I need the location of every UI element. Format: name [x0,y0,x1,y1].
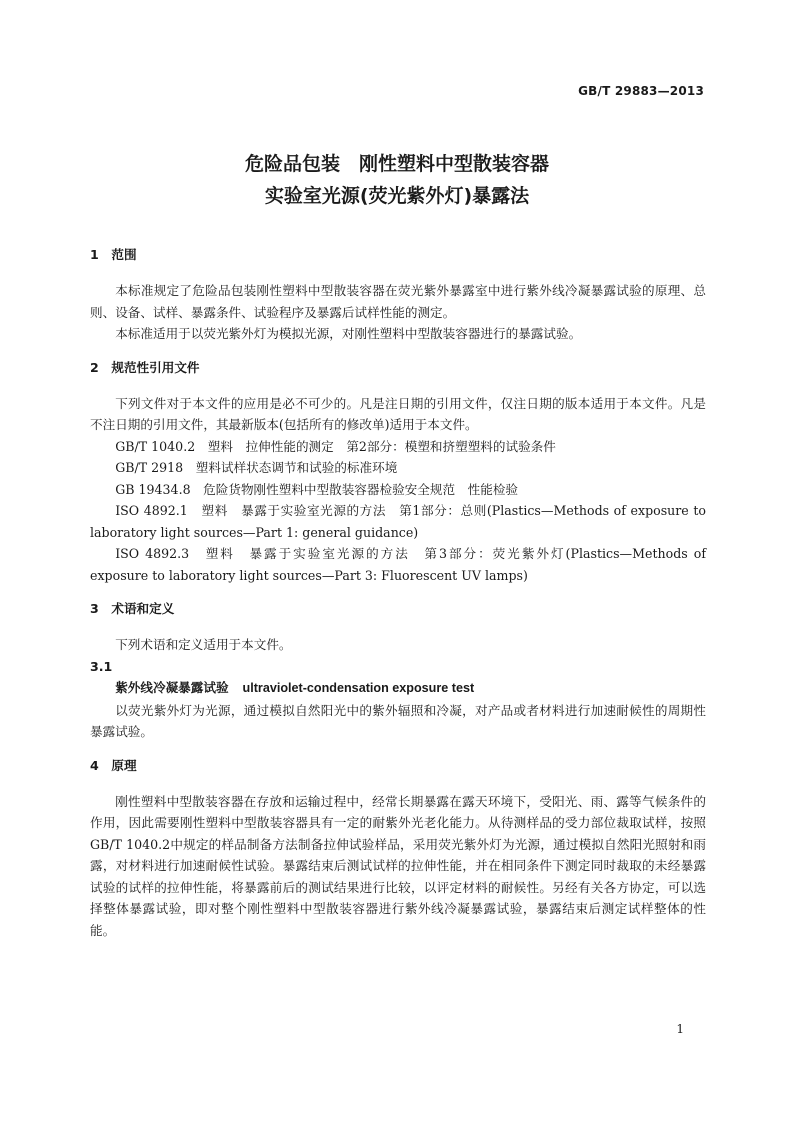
reference-item: GB 19434.8 危险货物刚性塑料中型散装容器检验安全规范 性能检验 [115,481,519,497]
section-3-intro: 下列术语和定义适用于本文件。 [115,637,292,652]
reference-item: GB/T 1040.2 塑料 拉伸性能的测定 第2部分：模塑和挤塑塑料的试验条件 [115,438,556,454]
term-english: ultraviolet-condensation exposure test [242,681,475,695]
title-line-2: 实验室光源(荧光紫外灯)暴露法 [264,185,530,207]
section-1-paragraph-1: 本标准规定了危险品包装刚性塑料中型散装容器在荧光紫外暴露室中进行紫外线冷凝暴露试验的原理、总则、设备、试样、暴露条件、试验程序及暴露后试样性能的测定。 [90,283,706,320]
document-body [90,244,706,941]
section-4-heading: 4 原理 [90,757,137,773]
section-2-heading: 2 规范性引用文件 [90,359,200,375]
document-title [0,148,794,212]
term-entry [90,677,706,700]
page-number: 1 [676,1022,684,1036]
section-1-paragraph-2: 本标准适用于以荧光紫外灯为模拟光源，对刚性塑料中型散装容器进行的暴露试验。 [115,326,582,341]
standard-number: GB/T 29883—2013 [578,84,704,98]
section-1-heading: 1 范围 [90,247,137,262]
reference-item: GB/T 2918 塑料试样状态调节和试验的标准环境 [115,460,398,475]
section-3-heading: 3 术语和定义 [90,601,175,616]
reference-item: ISO 4892.1 塑料 暴露于实验室光源的方法 第1部分：总则(Plastics—Methods of exposure to laboratory light sources—Part 1: general guidance) [90,503,706,540]
section-2-intro: 下列文件对于本文件的应用是必不可少的。凡是注日期的引用文件，仅注日期的版本适用于本文件。凡是不注日期的引用文件，其最新版本(包括所有的修改单)适用于本文件。 [90,395,706,432]
term-number: 3.1 [90,658,113,674]
reference-item: ISO 4892.3 塑料 暴露于实验室光源的方法 第3部分：荧光紫外灯(Plastics—Methods of exposure to laboratory light sources—Part 3: Fluorescent UV lamps) [90,546,706,583]
term-definition: 以荧光紫外灯为光源，通过模拟自然阳光中的紫外辐照和冷凝，对产品或者材料进行加速耐候性的周期性暴露试验。 [90,702,706,739]
term-chinese: 紫外线冷凝暴露试验 [115,680,229,695]
title-line-1: 危险品包装 刚性塑料中型散装容器 [244,153,549,175]
section-4-paragraph: 刚性塑料中型散装容器在存放和运输过程中，经常长期暴露在露天环境下，受阳光、雨、露等气候条件的作用，因此需要刚性塑料中型散装容器具有一定的耐紫外光老化能力。从待测样品的受力部位裁取试样，按照GB/T 1040.2中规定的样品制备方法制备拉伸试验样品，采用荧光紫外灯为光源，通过模拟自然阳光照射和雨露，对材料进行加速耐候性试验。暴露结束后测试试样的拉伸性能，并在相同条件下测定同时裁取的未经暴露试验的试样的拉伸性能，将暴露前后的测试结果进行比较，以评定材料的耐候性。另经有关各方协定，可以选择整体暴露试验，即对整个刚性塑料中型散装容器进行紫外线冷凝暴露试验，暴露结束后测定试样整体的性能。 [90,793,706,938]
